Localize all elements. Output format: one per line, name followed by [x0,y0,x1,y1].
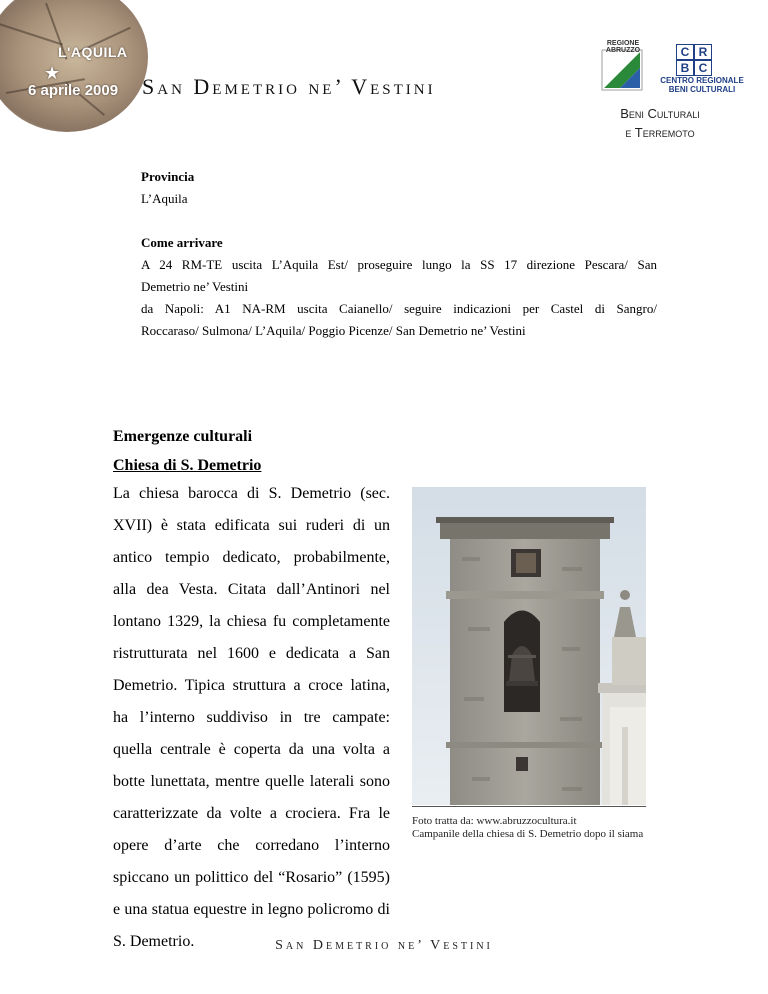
header-subtitle-line2: e Terremoto [625,125,695,140]
crbc-letter: R [694,44,712,60]
crbc-logo [652,44,752,114]
star-icon: ★ [44,63,61,84]
earthquake-stamp-logo [0,0,148,132]
crbc-letter: B [676,60,694,76]
page-footer: San Demetrio ne’ Vestini [275,938,493,953]
come-arrivare-line3: da Napoli: A1 NA-RM uscita Caianello/ seguire indicazioni per Castel di Sangro/ [141,301,657,316]
header-title: San Demetrio ne’ Vestini [142,74,436,99]
section-title: Emergenze culturali [113,428,253,445]
header-subtitle-line1: Beni Culturali [620,106,700,121]
photo-caption [412,815,672,841]
stamp-date: 6 aprile 2009 [28,82,119,99]
stamp-city: L'AQUILA [58,44,128,60]
church-title: Chiesa di S. Demetrio [113,457,262,474]
come-arrivare-line4: Roccaraso/ Sulmona/ L’Aquila/ Poggio Picenze/ San Demetrio ne’ Vestini [141,323,526,338]
crbc-letter: C [694,60,712,76]
bell-tower-photo [412,487,646,805]
come-arrivare-line1: A 24 RM-TE uscita L’Aquila Est/ proseguire lungo la SS 17 direzione Pescara/ San [141,257,657,272]
come-arrivare-label: Come arrivare [141,235,223,250]
photo-divider [412,806,646,807]
crbc-caption: CENTRO REGIONALE BENI CULTURALI [660,76,744,94]
regione-abruzzo-text: REGIONE ABRUZZO [605,40,641,54]
church-description: La chiesa barocca di S. Demetrio (sec. XVII) è stata edificata sui ruderi di un antico tempio dedicato, probabilmente, alla dea Vesta. Citata dall’Antinori nel lontano 1329, la chiesa fu completamente ristrutturata nel 1600 e dedicata a San Demetrio. Tipica struttura a croce latina, ha l’interno suddiviso in tre campate: quella centrale è coperta da una volta a botte lunettata, mentre quelle laterali sono caratterizzate da volte a crociera. Fra le opere d’arte che corredano l’interno spiccano un polittico del “Rosario” (1595) e una statua equestre in legno policromo di S. Demetrio. [113,485,390,950]
photo-caption-description: Campanile della chiesa di S. Demetrio dopo il siama [412,828,644,840]
photo-caption-source: Foto tratta da: www.abruzzocultura.it [412,815,577,827]
come-arrivare-line2: Demetrio ne’ Vestini [141,279,249,294]
crbc-letter: C [676,44,694,60]
provincia-value: L’Aquila [141,191,188,206]
provincia-label: Provincia [141,169,195,184]
